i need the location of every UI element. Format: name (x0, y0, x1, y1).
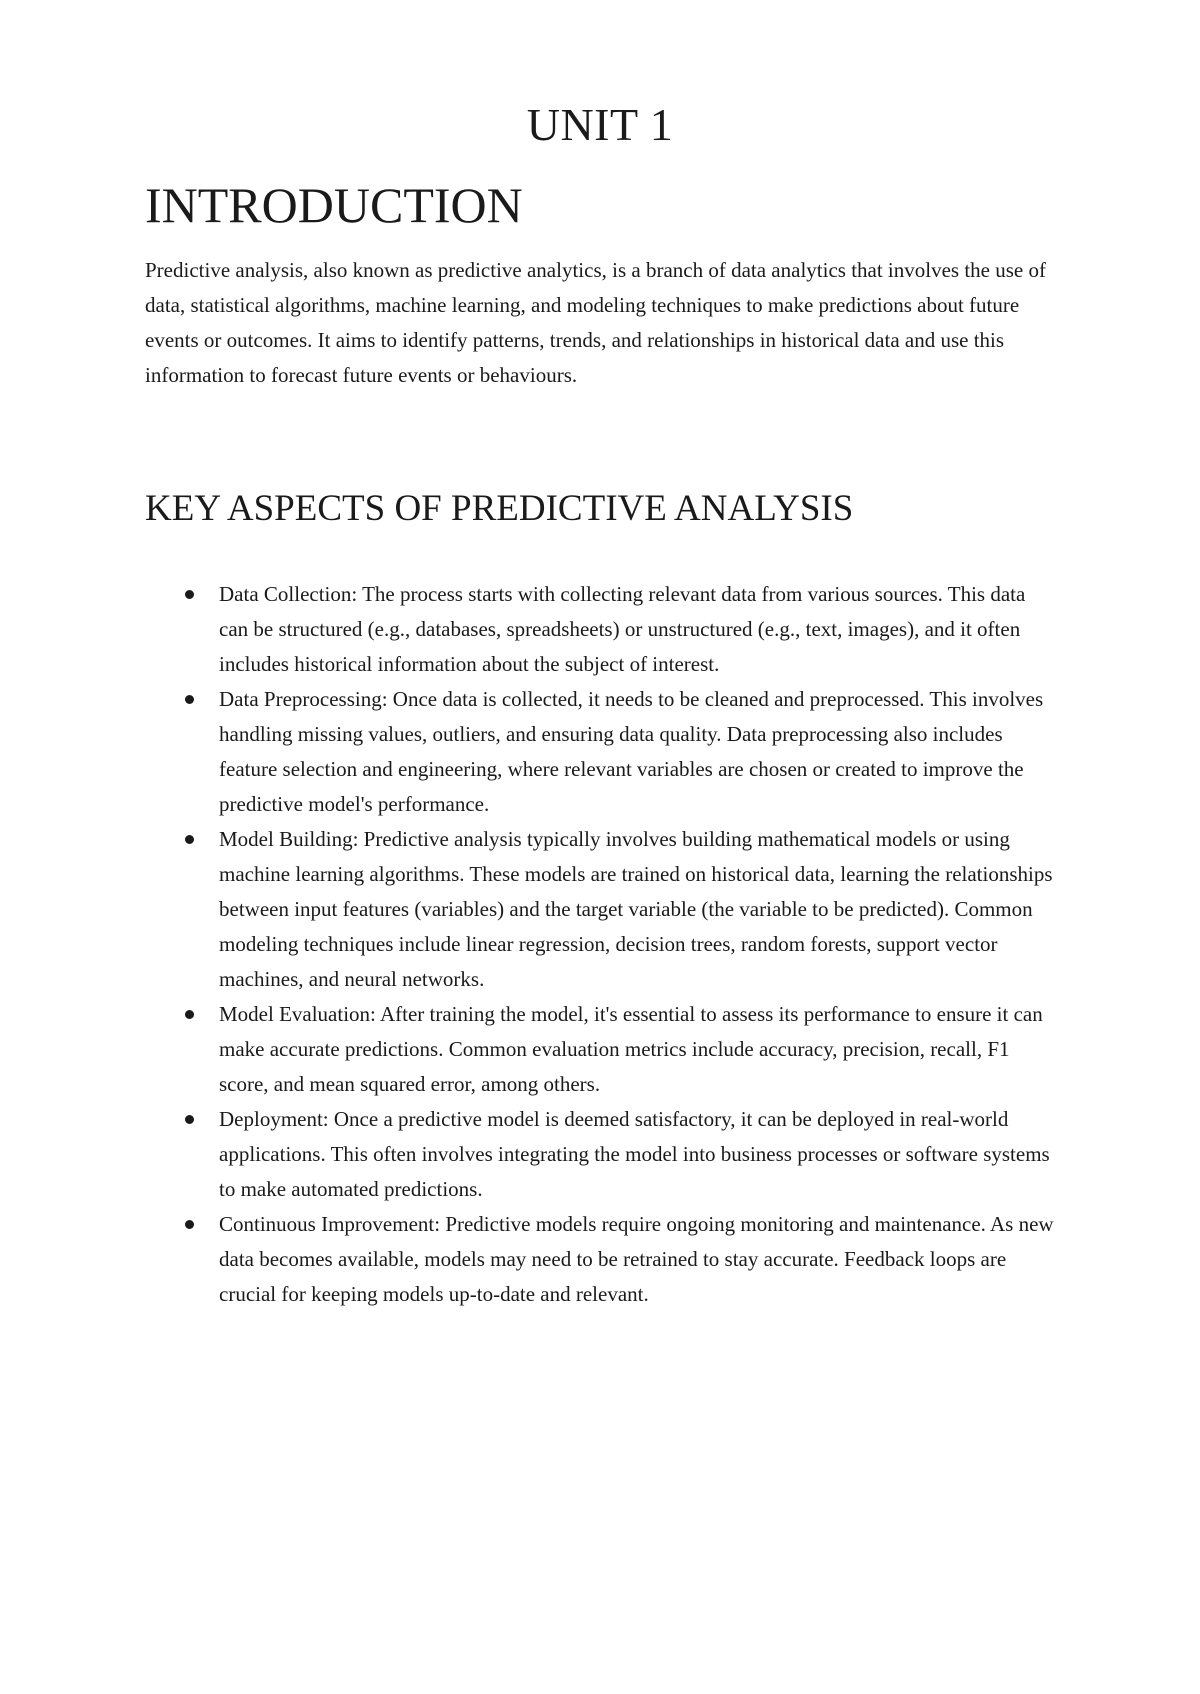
bullet-icon (185, 695, 194, 704)
list-item-text: Data Collection: The process starts with collecting relevant data from various sources. This data can be structured (e.g., databases, spreadsheets) or unstructured (e.g., text, images), and it often includes historical information about the subject of interest. (219, 582, 1026, 676)
document-page (145, 95, 1055, 1312)
list-item-text: Deployment: Once a predictive model is deemed satisfactory, it can be deployed in real-world applications. This often involves integrating the model into business processes or software systems to make automated predictions. (219, 1107, 1050, 1201)
list-item (145, 822, 1055, 997)
bullet-icon (185, 1220, 194, 1229)
key-aspects-heading: KEY ASPECTS OF PREDICTIVE ANALYSIS (145, 488, 854, 529)
list-item-text: Model Building: Predictive analysis typically involves building mathematical models or using machine learning algorithms. These models are trained on historical data, learning the relationships between input features (variables) and the target variable (the variable to be predicted). Common modeling techniques include linear regression, decision trees, random forests, support vector machines, and neural networks. (219, 827, 1053, 991)
list-item (145, 1207, 1055, 1312)
list-item (145, 1102, 1055, 1207)
bullet-icon (185, 590, 194, 599)
list-item-text: Data Preprocessing: Once data is collected, it needs to be cleaned and preprocessed. This involves handling missing values, outliers, and ensuring data quality. Data preprocessing also includes feature selection and engineering, where relevant variables are chosen or created to improve the predictive model's performance. (219, 687, 1044, 816)
bullet-icon (185, 1010, 194, 1019)
introduction-paragraph: Predictive analysis, also known as predictive analytics, is a branch of data analytics that involves the use of data, statistical algorithms, machine learning, and modeling techniques to make predictions about future events or outcomes. It aims to identify patterns, trends, and relationships in historical data and use this information to forecast future events or behaviours. (145, 258, 1046, 387)
list-item (145, 997, 1055, 1102)
key-aspects-list (145, 577, 1055, 1312)
list-item (145, 682, 1055, 822)
bullet-icon (185, 835, 194, 844)
list-item-text: Continuous Improvement: Predictive models require ongoing monitoring and maintenance. As new data becomes available, models may need to be retrained to stay accurate. Feedback loops are crucial for keeping models up-to-date and relevant. (219, 1212, 1054, 1306)
introduction-heading: INTRODUCTION (145, 177, 523, 233)
unit-title: UNIT 1 (526, 99, 674, 150)
bullet-icon (185, 1115, 194, 1124)
list-item (145, 577, 1055, 682)
list-item-text: Model Evaluation: After training the model, it's essential to assess its performance to ensure it can make accurate predictions. Common evaluation metrics include accuracy, precision, recall, F1 score, and mean squared error, among others. (219, 1002, 1043, 1096)
